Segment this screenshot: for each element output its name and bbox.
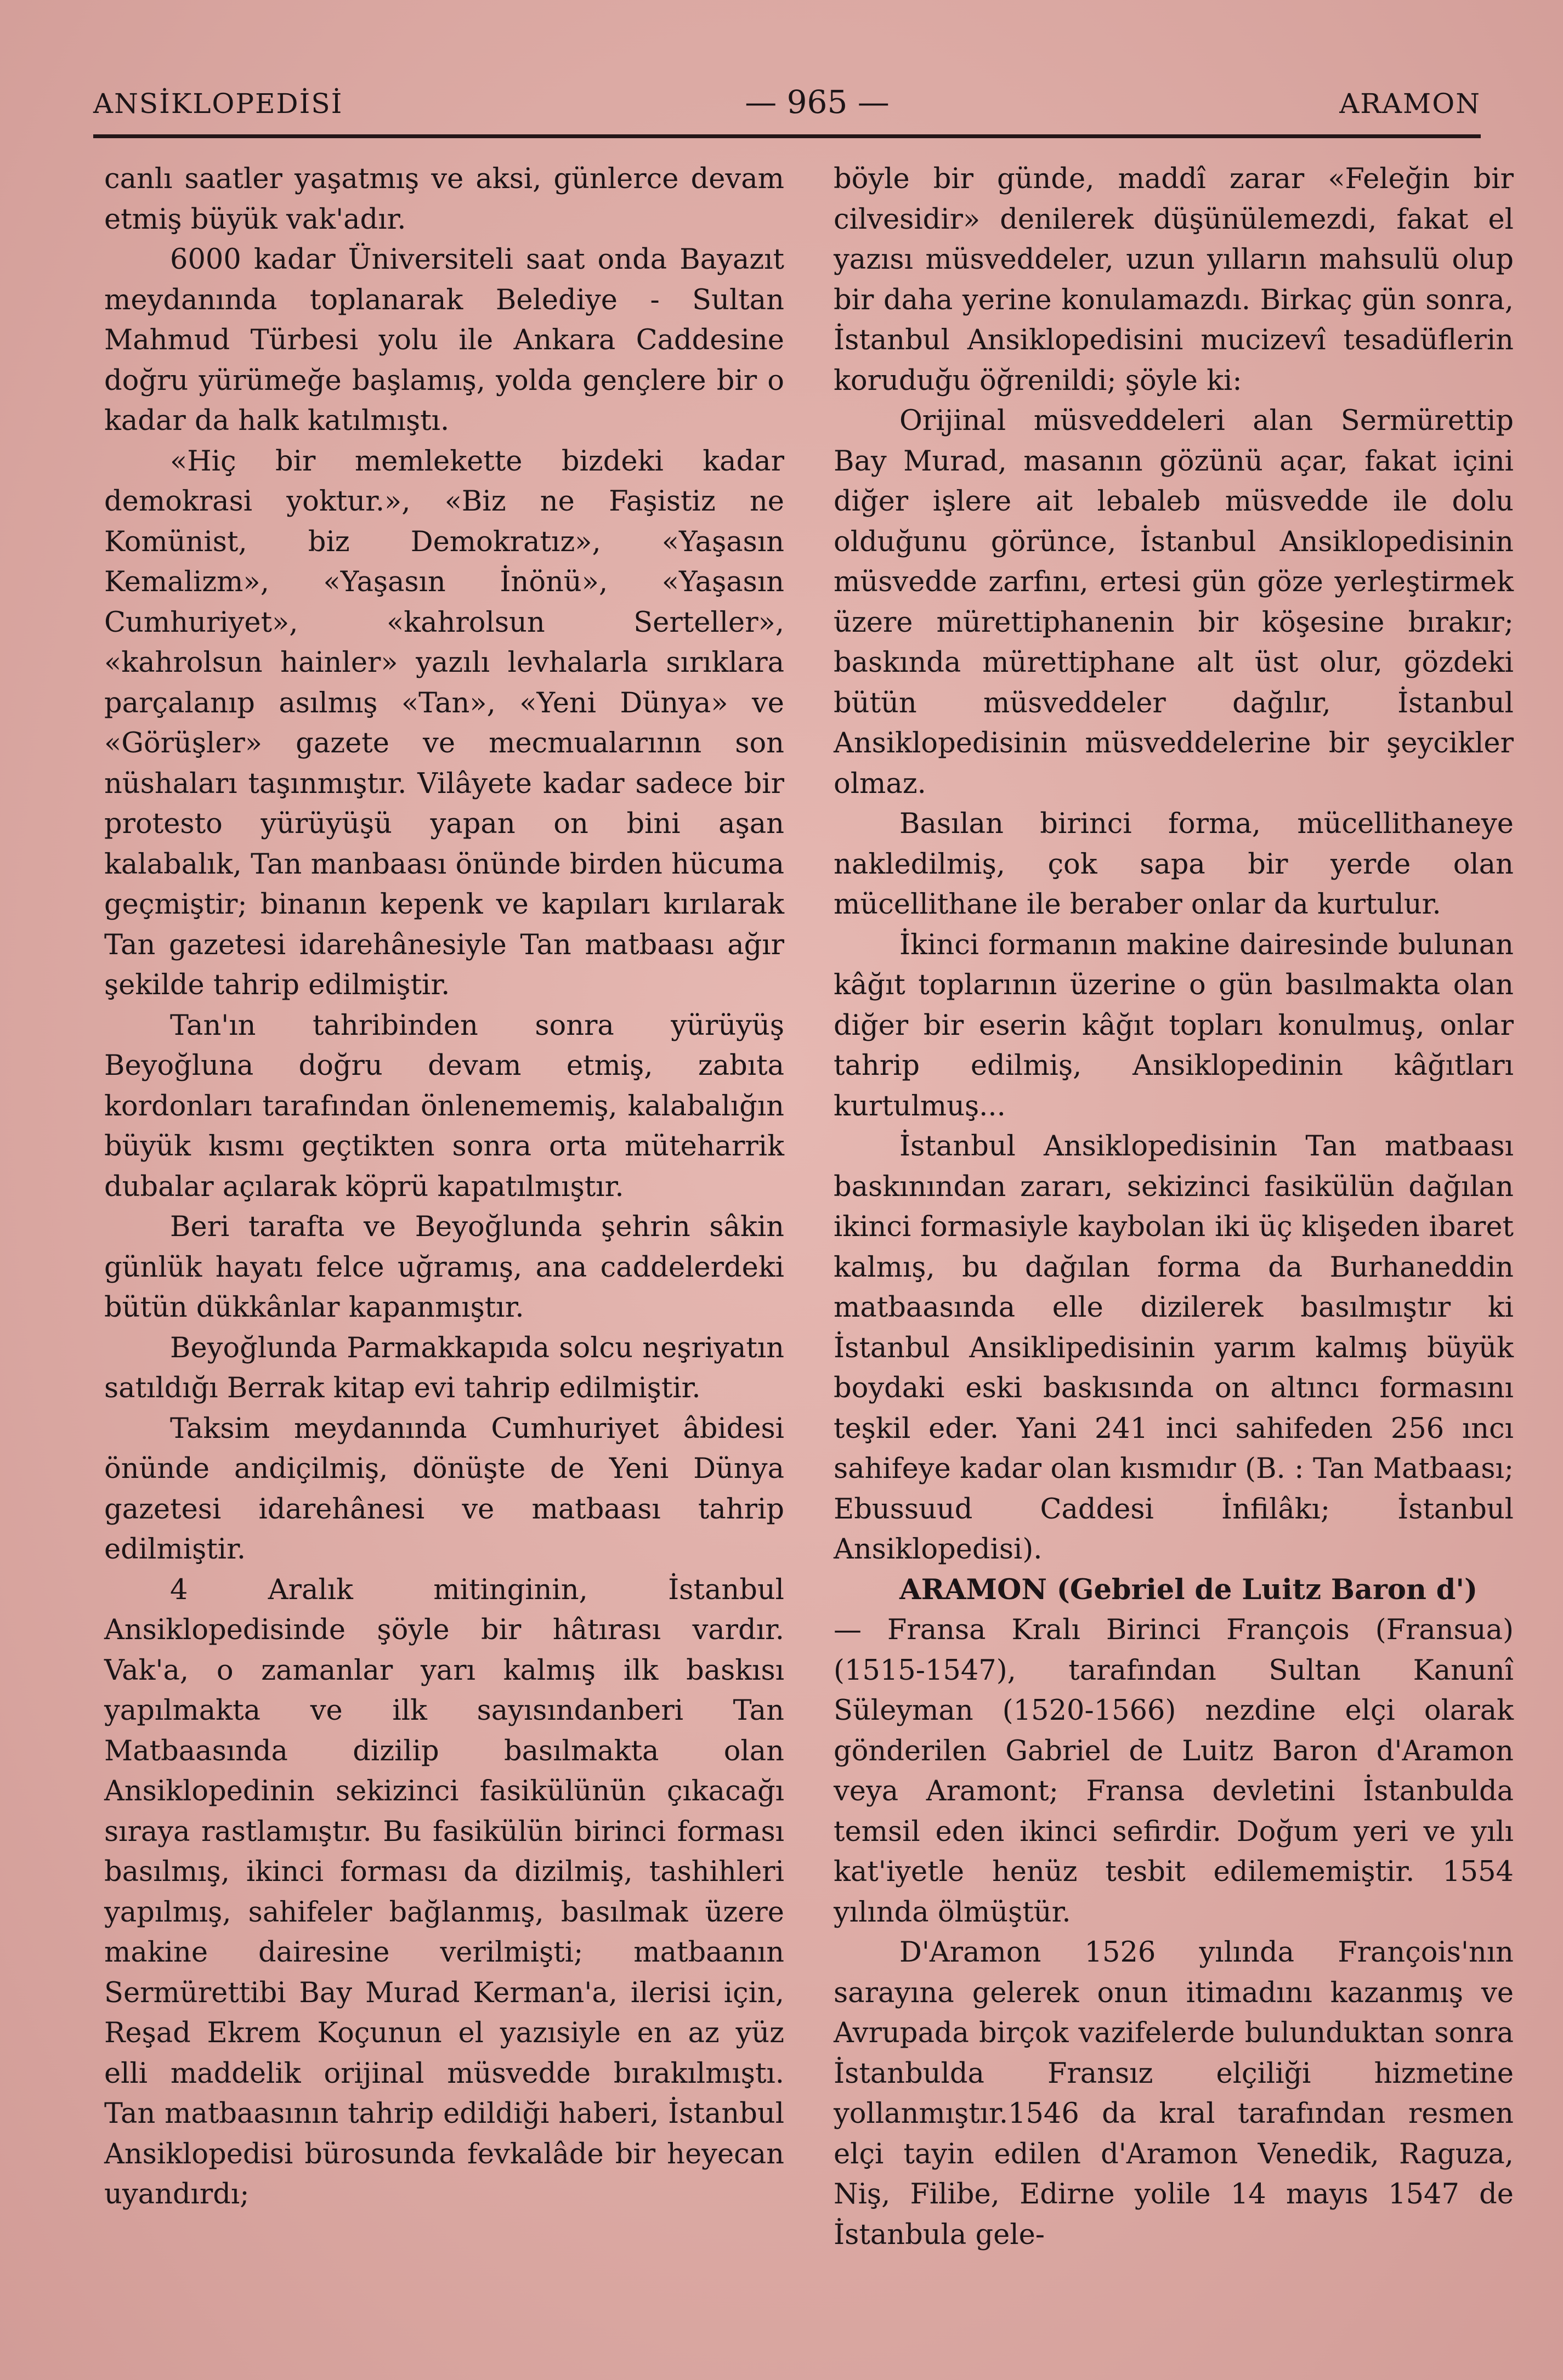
left-column: [104, 159, 784, 2215]
paragraph: Beri tarafta ve Beyoğlunda şehrin sâkin günlük hayatı felce uğramış, ana caddelerdeki bütün dükkânlar kapanmıştır.: [104, 1211, 784, 1324]
paragraph: Taksim meydanında Cumhuriyet âbidesi önünde andiçilmiş, dönüşte de Yeni Dünya gazetesi idarehânesi ve matbaası tahrip edilmiştir.: [104, 1412, 784, 1566]
entry-headword-paragraph: [834, 1570, 1514, 1611]
page-number: — 965 —: [745, 83, 890, 121]
entry-headword: ARAMON (Gebriel de Luitz Baron d'): [899, 1573, 1478, 1606]
paragraph: İstanbul Ansiklopedisinin Tan matbaası baskınından zararı, sekizinci fasikülün dağılan ikinci formasiyle kaybolan iki üç klişeden ibaret kalmış, bu dağılan forma da Burhaneddin matbaasında elle dizilerek basılmıştır ki İstanbul Ansiklipedisinin yarım kalmış büyük boydaki eski baskısında on altıncı formasını teşkil eder. Yani 241 inci sahifeden 256 ıncı sahifeye kadar olan kısmıdır (B. : Tan Matbaası; Ebussuud Caddesi İnfilâkı; İstanbul Ansiklopedisi).: [834, 1130, 1514, 1566]
paragraph: Beyoğlunda Parmakkapıda solcu neşriyatın satıldığı Berrak kitap evi tahrip edilmiştir.: [104, 1331, 784, 1404]
paragraph: D'Aramon 1526 yılında François'nın sarayına gelerek onun itimadını kazanmış ve Avrupada birçok vazifelerde bulunduktan sonra İstanbulda Fransız elçiliği hizmetine yollanmıştır.1546 da kral tarafından resmen elçi tayin edilen d'Aramon Venedik, Raguza, Niş, Filibe, Edirne yolile 14 mayıs 1547 de İstanbula gele-: [834, 1936, 1514, 2251]
header-right-title: ARAMON: [1339, 88, 1481, 120]
paragraph: Tan'ın tahribinden sonra yürüyüş Beyoğluna doğru devam etmiş, zabıta kordonları tarafından önlenememiş, kalabalığın büyük kısmı geçtikten sonra orta müteharrik dubalar açılarak köprü kapatılmıştır.: [104, 1009, 784, 1203]
header-rule: [93, 134, 1481, 138]
paragraph: İkinci formanın makine dairesinde bulunan kâğıt toplarının üzerine o gün basılmakta olan diğer bir eserin kâğıt topları konulmuş, onlar tahrip edilmiş, Ansiklopedinin kâğıtları kurtulmuş...: [834, 928, 1514, 1123]
paragraph: böyle bir günde, maddî zarar «Feleğin bir cilvesidir» denilerek düşünülemezdi, fakat el yazısı müsveddeler, uzun yılların mahsulü olup bir daha yerine konulamazdı. Birkaç gün sonra, İstanbul Ansiklopedisini mucizevî tesadüflerin koruduğu öğrenildi; şöyle ki:: [834, 163, 1514, 397]
paragraph: Orijinal müsveddeleri alan Sermürettip Bay Murad, masanın gözünü açar, fakat içini diğer işlere ait lebaleb müsvedde ile dolu olduğunu görünce, İstanbul Ansiklopedisinin müsvedde zarfını, ertesi gün göze yerleştirmek üzere mürettiphanenin bir köşesine bırakır; baskında mürettiphane alt üst olur, gözdeki bütün müsveddeler dağılır, İstanbul Ansiklopedisinin müsveddelerine bir şeycikler olmaz.: [834, 405, 1514, 800]
paragraph: 4 Aralık mitinginin, İstanbul Ansiklopedisinde şöyle bir hâtırası vardır. Vak'a, o zamanlar yarı kalmış ilk baskısı yapılmakta ve ilk sayısındanberi Tan Matbaasında dizilip basılmakta olan Ansiklopedinin sekizinci fasikülünün çıkacağı sıraya rastlamıştır. Bu fasikülün birinci forması basılmış, ikinci forması da dizilmiş, tashihleri yapılmış, sahifeler bağlanmış, basılmak üzere makine dairesine verilmişti; matbaanın Sermürettibi Bay Murad Kerman'a, ilerisi için, Reşad Ekrem Koçunun el yazısiyle en az yüz elli maddelik orijinal müsvedde bırakılmıştı. Tan matbaasının tahrip edildiği haberi, İstanbul Ansiklopedisi bürosunda fevkalâde bir heyecan uyandırdı;: [104, 1573, 784, 2211]
right-column: [834, 159, 1514, 2255]
paragraph: canlı saatler yaşatmış ve aksi, günlerce devam etmiş büyük vak'adır.: [104, 163, 784, 236]
paragraph: Basılan birinci forma, mücellithaneye nakledilmiş, çok sapa bir yerde olan mücellithane ile beraber onlar da kurtulur.: [834, 808, 1514, 921]
paragraph: 6000 kadar Üniversiteli saat onda Bayazıt meydanında toplanarak Belediye - Sultan Mahmud Türbesi yolu ile Ankara Caddesine doğru yürümeğe başlamış, yolda gençlere bir o kadar da halk katılmıştı.: [104, 243, 784, 437]
paragraph: «Hiç bir memlekette bizdeki kadar demokrasi yoktur.», «Biz ne Faşistiz ne Komünist, biz Demokratız», «Yaşasın Kemalizm», «Yaşasın İnönü», «Yaşasın Cumhuriyet», «kahrolsun Serteller», «kahrolsun hainler» yazılı levhalarla sırıklara parçalanıp asılmış «Tan», «Yeni Dünya» ve «Görüşler» gazete ve mecmualarının son nüshaları taşınmıştır. Vilâyete kadar sadece bir protesto yürüyüşü yapan on bini aşan kalabalık, Tan manbaası önünde birden hücuma geçmiştir; binanın kepenk ve kapıları kırılarak Tan gazetesi idarehânesiyle Tan matbaası ağır şekilde tahrip edilmiştir.: [104, 445, 784, 1001]
header-left-title: ANSİKLOPEDİSİ: [93, 88, 343, 120]
paragraph: — Fransa Kralı Birinci François (Fransua) (1515-1547), tarafından Sultan Kanunî Süleyman (1520-1566) nezdine elçi olarak gönderilen Gabriel de Luitz Baron d'Aramon veya Aramont; Fransa devletini İstanbulda temsil eden ikinci sefirdir. Doğum yeri ve yılı kat'iyetle henüz tesbit edilememiştir. 1554 yılında ölmüştür.: [834, 1614, 1514, 1929]
running-header: [93, 82, 1481, 132]
